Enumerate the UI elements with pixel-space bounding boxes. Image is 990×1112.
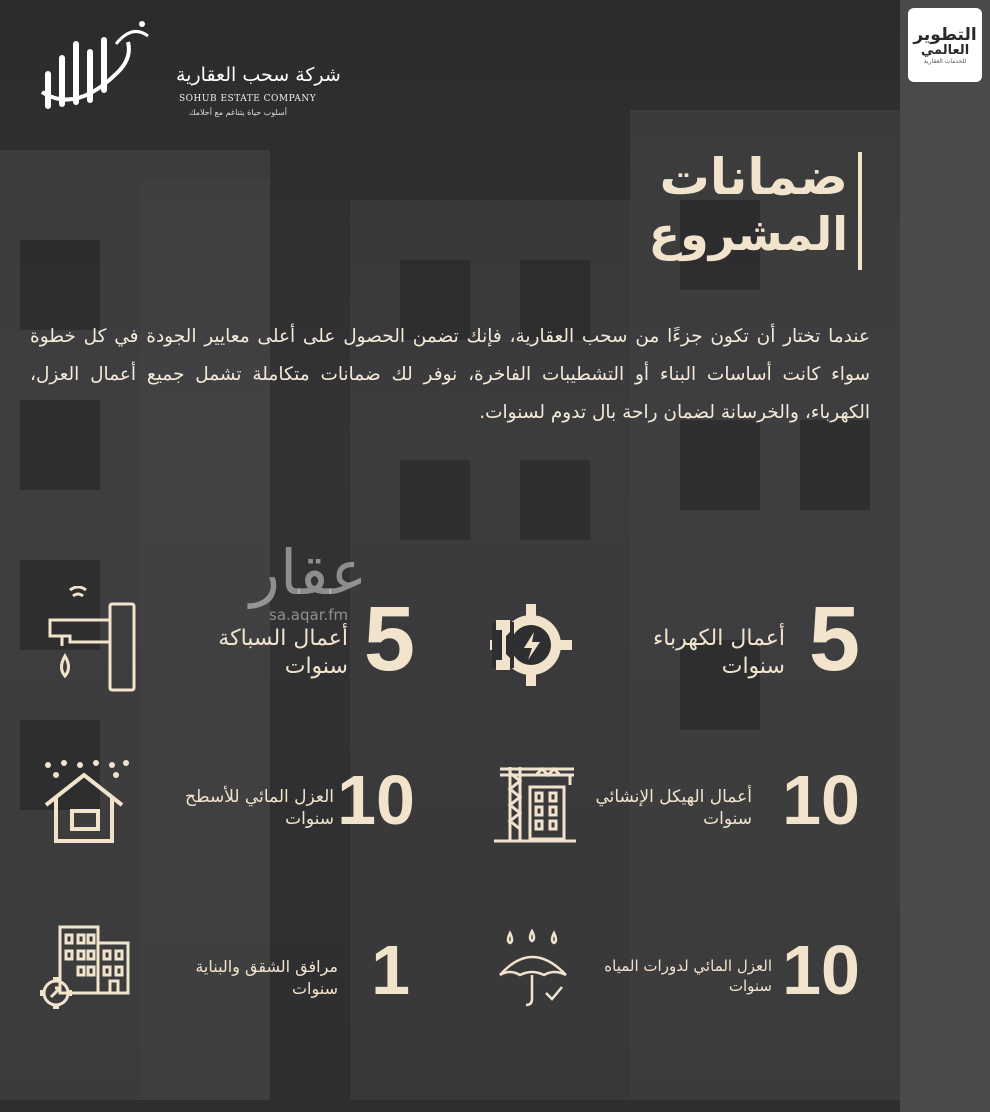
guarantee-unit: سنوات — [721, 654, 785, 679]
crane-building-icon — [490, 761, 580, 851]
guarantee-years: 10 — [782, 761, 860, 839]
guarantee-plumbing — [30, 580, 430, 700]
company-tagline: أسلوب حياة يتناغم مع أحلامك — [189, 108, 287, 117]
company-logo — [36, 14, 341, 124]
watermark-brand: عقار — [250, 536, 368, 609]
faucet-icon — [40, 586, 140, 696]
guarantee-structure — [480, 755, 880, 865]
guarantee-years: 5 — [808, 588, 860, 690]
guarantee-years: 10 — [337, 761, 415, 839]
guarantee-unit: سنوات — [728, 977, 772, 995]
badge-line-2: العالمي — [920, 42, 970, 58]
guarantee-label: أعمال السباكة — [218, 626, 348, 651]
guarantee-label: العزل المائي لدورات المياه — [604, 957, 772, 975]
guarantee-label: أعمال الكهرباء — [652, 626, 785, 651]
guarantee-unit: سنوات — [291, 979, 338, 998]
roof-rain-icon — [40, 759, 140, 851]
guarantee-bathroom-waterproofing — [480, 925, 880, 1035]
company-name-arabic: شركة سحب العقارية — [176, 64, 341, 86]
title-line-2: المشروع — [648, 207, 848, 261]
guarantee-years: 5 — [363, 588, 415, 690]
guarantee-electrical — [480, 590, 880, 700]
gear-wrench-bolt-icon — [488, 602, 574, 688]
guarantee-unit: سنوات — [285, 809, 334, 829]
guarantee-label: مرافق الشقق والبناية — [195, 957, 338, 976]
altatweer-badge — [908, 8, 982, 82]
guarantee-unit: سنوات — [284, 654, 348, 679]
page-title — [649, 148, 848, 262]
badge-line-3: للخدمات العقارية — [923, 57, 967, 65]
sohub-logo-mark-icon — [36, 14, 166, 124]
guarantee-facilities — [30, 925, 430, 1035]
buildings-gear-icon — [38, 923, 138, 1013]
right-sidebar — [900, 0, 990, 1112]
company-name-english: SOHUB ESTATE COMPANY — [179, 94, 317, 104]
title-accent-bar — [858, 152, 862, 270]
title-line-1: ضمانات — [659, 148, 848, 206]
umbrella-rain-icon — [490, 929, 580, 1013]
guarantee-label: العزل المائي للأسطح — [185, 787, 334, 807]
guarantee-label: أعمال الهيكل الإنشائي — [595, 787, 752, 807]
guarantee-unit: سنوات — [703, 809, 752, 829]
intro-paragraph: عندما تختار أن تكون جزءًا من سحب العقارية، فإنك تضمن الحصول على أعلى معايير الجودة في كل خطوة سواء كانت أساسات البناء أو التشطيبات الفاخرة، نوفر لك ضمانات متكاملة تشمل جميع أعمال العزل، الكهرباء، والخرسانة لضمان راحة بال تدوم لسنوات. — [30, 326, 870, 423]
guarantee-roof-waterproofing — [30, 755, 430, 865]
guarantee-years: 10 — [782, 931, 860, 1009]
guarantee-years: 1 — [371, 931, 410, 1009]
watermark-url: sa.aqar.fm — [269, 606, 349, 624]
badge-line-1: التطوير — [913, 24, 977, 45]
